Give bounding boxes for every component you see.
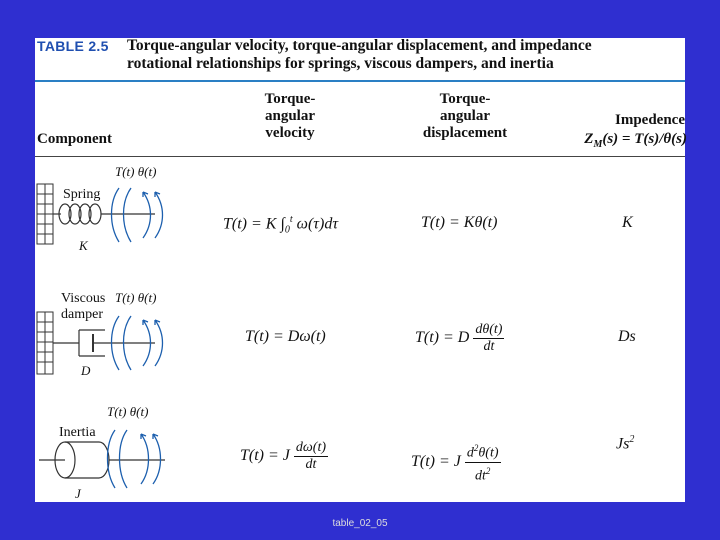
damper-label-line2: damper bbox=[61, 307, 103, 322]
column-header-impedance: Impedence bbox=[615, 112, 685, 128]
wall-icon bbox=[37, 312, 53, 374]
inertia-annotation: T(t) θ(t) bbox=[107, 404, 149, 419]
header-rule bbox=[35, 156, 685, 157]
table-title-line1: Torque-angular velocity, torque-angular displacement, and impedance bbox=[127, 37, 592, 54]
table-title-line2: rotational relationships for springs, viscous dampers, and inertia bbox=[127, 55, 554, 72]
inertia-impedance: Js$^2$ bbox=[616, 434, 635, 453]
spring-symbol: K bbox=[79, 238, 88, 253]
column-header-velocity bbox=[235, 91, 345, 142]
header-displacement-line2: angular bbox=[439, 108, 490, 124]
inertia-label: Inertia bbox=[59, 425, 96, 440]
header-velocity-line1: Torque- bbox=[264, 91, 316, 107]
table-slide bbox=[35, 38, 685, 502]
damper-icon bbox=[53, 330, 155, 356]
impedance-formula: $Z_M(s) = T(s)/\theta(s)$ bbox=[584, 131, 687, 150]
table-header bbox=[35, 38, 685, 80]
inertia-displacement-equation: T(t) = J $\frac{d^2\theta(t)}{dt^2}$ bbox=[411, 440, 501, 484]
damper-label-line1: Viscous bbox=[61, 291, 106, 306]
damper-velocity-equation: T(t) = Dω(t) bbox=[245, 328, 326, 345]
column-header-displacement bbox=[410, 91, 520, 142]
spring-coil-icon bbox=[53, 204, 155, 224]
table-row-damper bbox=[35, 282, 685, 400]
rotation-arrow-icon bbox=[112, 188, 163, 242]
damper-impedance: Ds bbox=[618, 328, 636, 345]
spring-diagram bbox=[35, 162, 235, 280]
header-displacement-line1: Torque- bbox=[439, 91, 491, 107]
table-row-spring bbox=[35, 162, 685, 280]
slide-caption: table_02_05 bbox=[332, 518, 388, 529]
header-displacement-line3: displacement bbox=[422, 125, 508, 141]
rotation-arrow-icon bbox=[108, 430, 161, 488]
table-number: TABLE 2.5 bbox=[37, 38, 109, 54]
inertia-diagram bbox=[35, 400, 235, 502]
inertia-velocity-equation: T(t) = J $\frac{d\omega(t)}{dt}$ bbox=[240, 440, 327, 472]
column-header-component: Component bbox=[37, 131, 113, 147]
inertia-symbol: J bbox=[75, 486, 81, 501]
spring-label: Spring bbox=[63, 187, 101, 202]
spring-impedance: K bbox=[622, 214, 633, 231]
damper-annotation: T(t) θ(t) bbox=[115, 290, 157, 305]
table-row-inertia bbox=[35, 400, 685, 518]
spring-annotation: T(t) θ(t) bbox=[115, 164, 157, 179]
damper-diagram bbox=[35, 282, 235, 400]
header-velocity-line3: velocity bbox=[265, 125, 315, 141]
spring-displacement-equation: T(t) = Kθ(t) bbox=[421, 214, 498, 231]
spring-velocity-equation: T(t) = K $\int_0^t$ ω(τ)dτ bbox=[223, 214, 339, 236]
wall-icon bbox=[37, 184, 53, 244]
title-rule bbox=[35, 80, 685, 82]
damper-symbol: D bbox=[81, 363, 91, 378]
header-velocity-line2: angular bbox=[264, 108, 315, 124]
damper-displacement-equation: T(t) = D $\frac{d\theta(t)}{dt}$ bbox=[415, 322, 503, 354]
